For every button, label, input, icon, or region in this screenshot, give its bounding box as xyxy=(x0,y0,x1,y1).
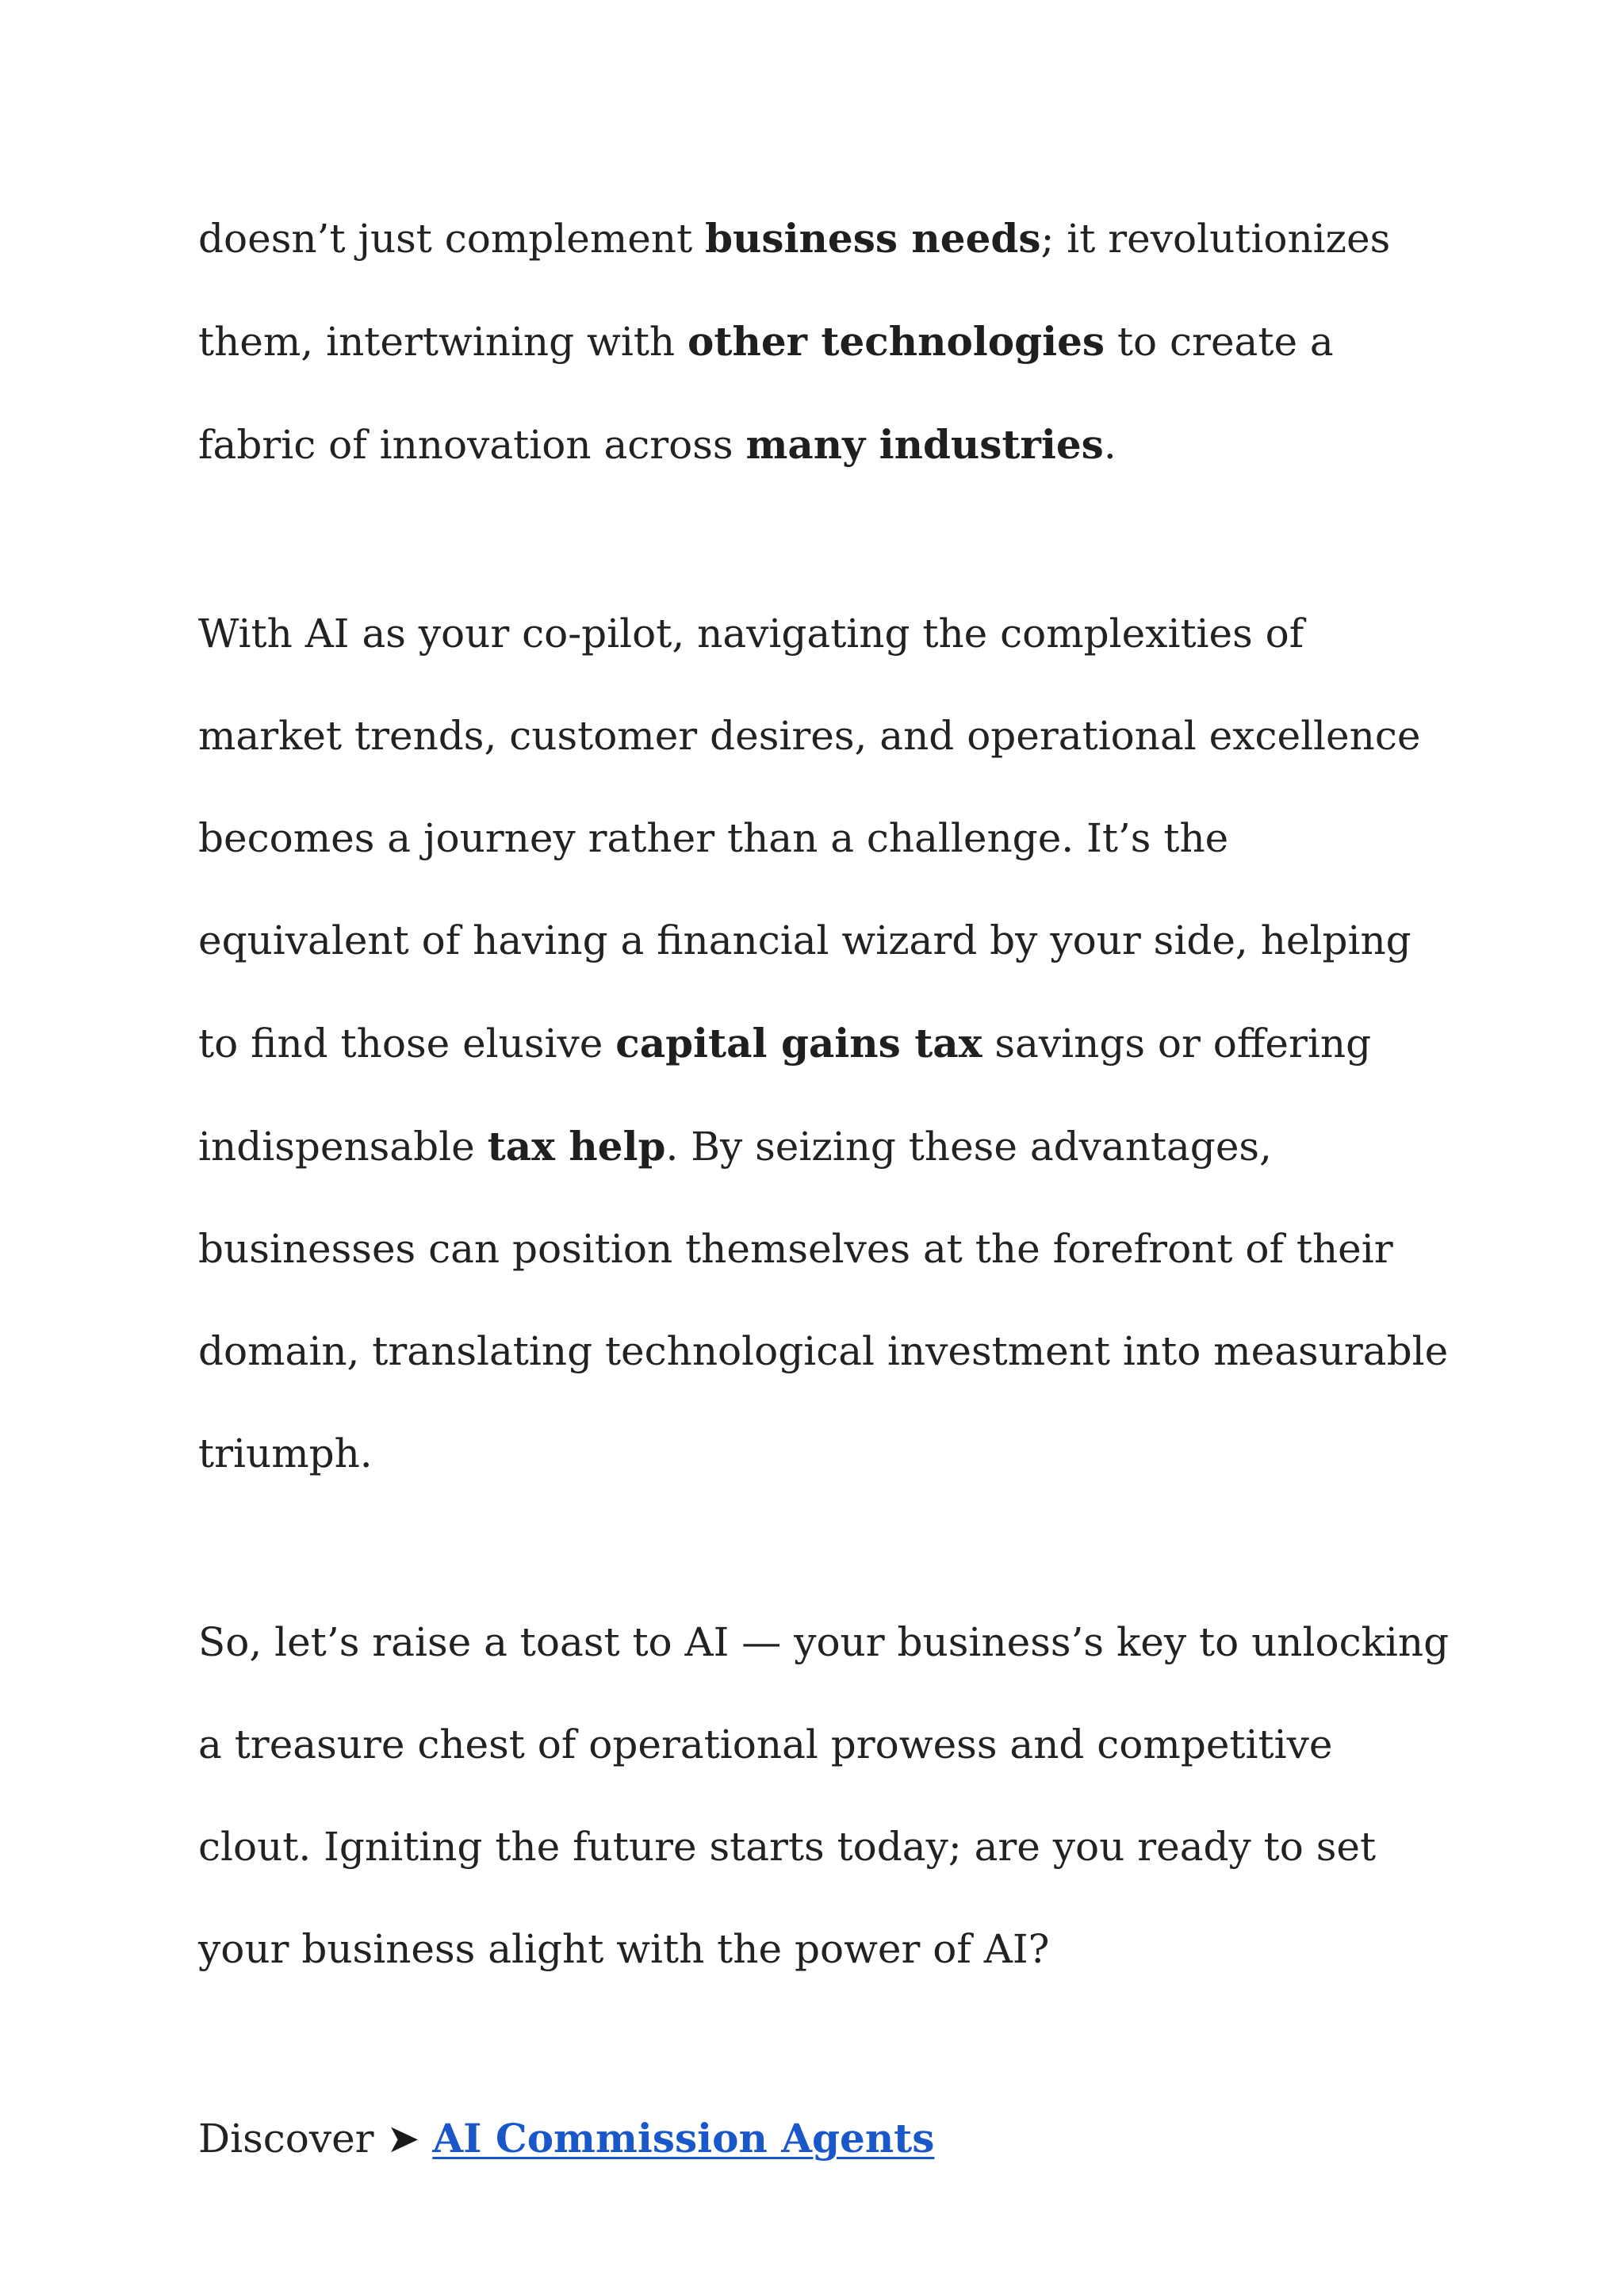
bold-business-needs: business needs xyxy=(705,215,1041,262)
paragraph-text: . By seizing these advantages, businesses can position themselves at the forefront of their domain, translating technological investment into measurable triumph. xyxy=(198,1124,1449,1476)
discover-label: Discover xyxy=(198,2116,374,2162)
bold-tax-help: tax help xyxy=(487,1123,666,1170)
paragraph-text: savings or offering indispensable xyxy=(198,1021,1372,1170)
paragraph-text: . xyxy=(1103,422,1116,468)
paragraph-text: to create a fabric of innovation across xyxy=(198,319,1334,468)
arrow-right-icon: ➤ xyxy=(386,2116,420,2162)
paragraph-text: doesn’t just complement xyxy=(198,216,706,262)
article-body xyxy=(198,187,1451,2190)
bold-other-technologies: other technologies xyxy=(688,318,1105,365)
paragraph-ai-co-pilot xyxy=(198,583,1451,1505)
paragraph-ai-business-needs xyxy=(198,187,1451,496)
discover-line xyxy=(198,2087,1451,2190)
paragraph-raise-a-toast xyxy=(198,1591,1451,2001)
ai-commission-agents-link[interactable]: AI Commission Agents xyxy=(432,2115,935,2162)
bold-many-industries: many industries xyxy=(745,421,1104,468)
bold-capital-gains-tax: capital gains tax xyxy=(615,1020,982,1067)
paragraph-text: So, let’s raise a toast to AI — your business’s key to unlocking a treasure chest of operational prowess and competitive clout. Igniting the future starts today; are you ready to set your business alight with the power of AI? xyxy=(198,1619,1450,1972)
paragraph-text: ; it revolutionizes them, intertwining with xyxy=(198,216,1391,365)
paragraph-text: With AI as your co-pilot, navigating the complexities of market trends, customer desires, and operational excellence becomes a journey rather than a challenge. It’s the equivalent of having a financial wizard by your side, helping to find those elusive xyxy=(198,611,1421,1067)
